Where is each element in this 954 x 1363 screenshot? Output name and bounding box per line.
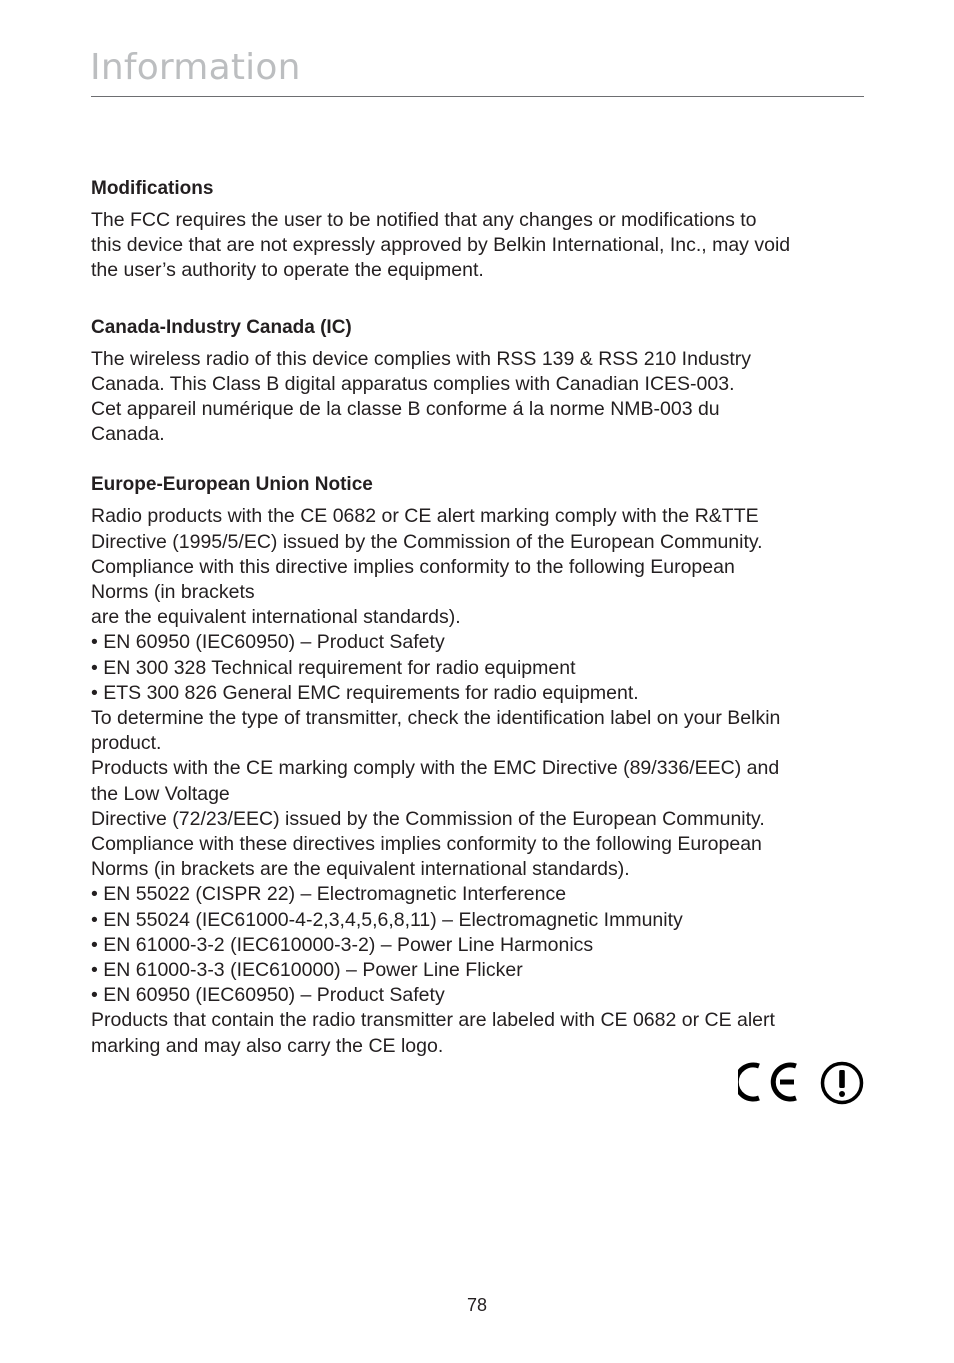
section-heading: Canada-Industry Canada (IC)	[91, 316, 352, 338]
text-line: Compliance with this directive implies conformity to the following European	[91, 555, 735, 578]
page-number: 78	[466, 1295, 488, 1315]
section-modifications	[91, 176, 871, 284]
text-line: are the equivalent international standards).	[91, 606, 461, 629]
text-line: the user’s authority to operate the equipment.	[91, 259, 484, 282]
text-line: Norms (in brackets are the equivalent international standards).	[91, 858, 630, 881]
section-heading: Modifications	[91, 178, 214, 199]
text-line: Directive (1995/5/EC) issued by the Commission of the European Community.	[91, 530, 763, 553]
text-line: Canada.	[91, 423, 165, 446]
text-line: • EN 55024 (IEC61000-4-2,3,4,5,6,8,11) – Electromagnetic Immunity	[91, 908, 683, 931]
text-line: • EN 61000-3-2 (IEC610000-3-2) – Power Line Harmonics	[91, 933, 594, 956]
text-line: Norms (in brackets	[91, 581, 255, 604]
text-line: Products with the CE marking comply with the EMC Directive (89/336/EEC) and	[91, 757, 780, 780]
text-line: The FCC requires the user to be notified that any changes or modifications to	[91, 209, 757, 231]
text-line: Radio products with the CE 0682 or CE alert marking comply with the R&TTE	[91, 505, 759, 528]
text-line: • EN 60950 (IEC60950) – Product Safety	[91, 631, 445, 654]
text-line: Compliance with these directives implies conformity to the following European	[91, 833, 762, 856]
section-paragraph	[91, 347, 871, 448]
section-canada	[91, 315, 871, 448]
text-line: Canada. This Class B digital apparatus complies with Canadian ICES-003.	[91, 372, 735, 395]
exclamation-circle-icon	[820, 1061, 864, 1105]
text-line: marking and may also carry the CE logo.	[91, 1034, 444, 1057]
text-line: Products that contain the radio transmitter are labeled with CE 0682 or CE alert	[91, 1009, 775, 1032]
text-line: The wireless radio of this device complies with RSS 139 & RSS 210 Industry	[91, 347, 752, 370]
page-title: Information	[90, 47, 301, 88]
header-divider	[91, 96, 864, 97]
text-line: • ETS 300 826 General EMC requirements for radio equipment.	[91, 681, 639, 704]
text-line: • EN 55022 (CISPR 22) – Electromagnetic Interference	[91, 883, 567, 906]
text-line: • EN 61000-3-3 (IEC610000) – Power Line Flicker	[91, 959, 523, 982]
text-line: this device that are not expressly approved by Belkin International, Inc., may void	[91, 234, 791, 257]
section-paragraph	[91, 504, 871, 1058]
text-line: • EN 60950 (IEC60950) – Product Safety	[91, 984, 445, 1007]
document-body	[91, 176, 871, 1059]
text-line: Cet appareil numérique de la classe B conforme á la norme NMB-003 du	[91, 398, 720, 421]
text-line: product.	[91, 732, 162, 755]
section-europe	[91, 472, 871, 1058]
text-line: Directive (72/23/EEC) issued by the Commission of the European Community.	[91, 807, 765, 830]
section-paragraph	[91, 208, 871, 284]
text-line: • EN 300 328 Technical requirement for radio equipment	[91, 656, 576, 679]
text-line: the Low Voltage	[91, 782, 230, 805]
section-heading: Europe-European Union Notice	[91, 474, 373, 496]
text-line: To determine the type of transmitter, check the identification label on your Belkin	[91, 707, 781, 730]
